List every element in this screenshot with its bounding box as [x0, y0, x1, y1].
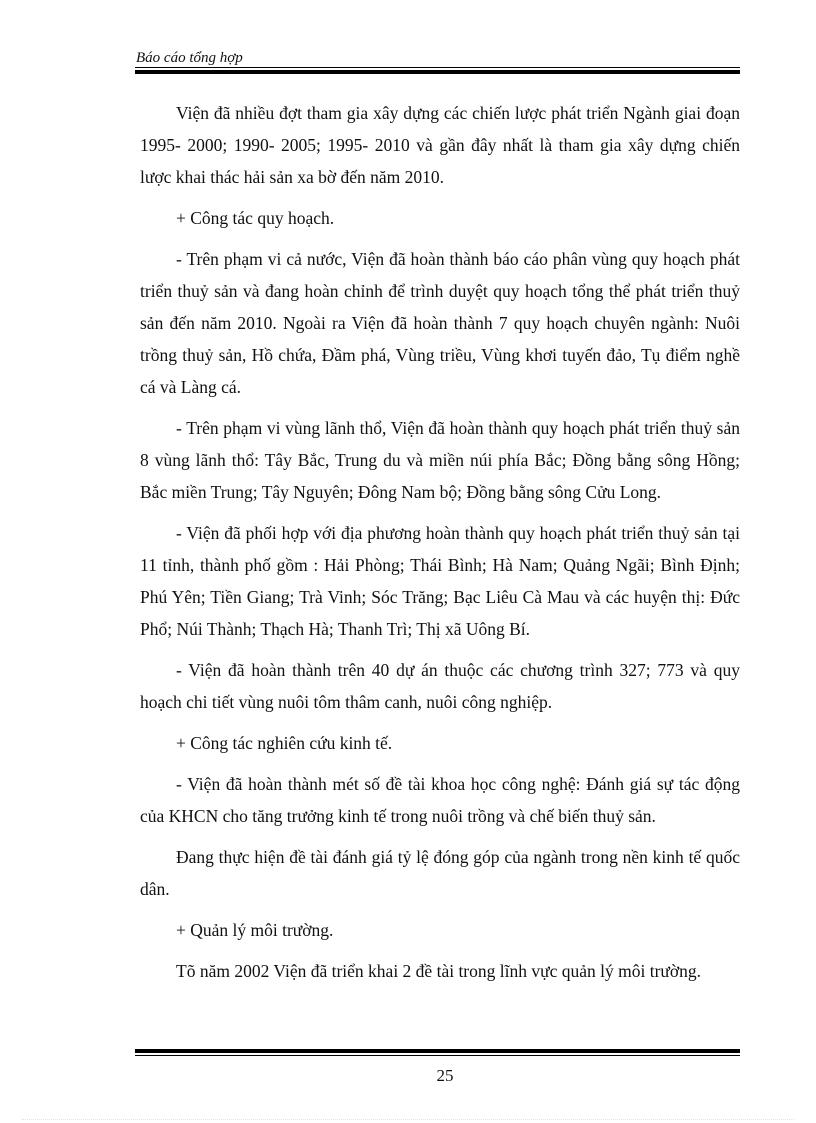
- paragraph: - Trên phạm vi cả nước, Viện đã hoàn thành báo cáo phân vùng quy hoạch phát triển thuỷ sản và đang hoàn chỉnh để trình duyệt quy hoạch tổng thể phát triển thuỷ sản đến năm 2010. Ngoài ra Viện đã hoàn thành 7 quy hoạch chuyên ngành: Nuôi trồng thuỷ sản, Hồ chứa, Đầm phá, Vùng triều, Vùng khơi tuyến đảo, Tụ điểm nghề cá và Làng cá.: [140, 249, 740, 397]
- footer-rule-thin: [135, 1055, 740, 1056]
- page-number: 25: [436, 1066, 454, 1085]
- paragraph: - Trên phạm vi vùng lãnh thổ, Viện đã hoàn thành quy hoạch phát triển thuỷ sản 8 vùng lãnh thổ: Tây Bắc, Trung du và miền núi phía Bắc; Đồng bằng sông Hồng; Bắc miền Trung; Tây Nguyên; Đông Nam bộ; Đồng bằng sông Cửu Long.: [140, 418, 740, 502]
- paragraph: + Công tác nghiên cứu kinh tế.: [176, 733, 393, 753]
- paragraph: + Quản lý môi trường.: [176, 920, 334, 940]
- header-rule-thin: [135, 67, 740, 68]
- footer-rule-thick: [135, 1049, 740, 1053]
- paragraph: Đang thực hiện đề tài đánh giá tỷ lệ đóng góp của ngành trong nền kinh tế quốc dân.: [140, 847, 740, 899]
- header-title: Báo cáo tổng hợp: [136, 50, 243, 66]
- body-text: [140, 97, 740, 996]
- paragraph: - Viện đã hoàn thành trên 40 dự án thuộc các chương trình 327; 773 và quy hoạch chi tiết vùng nuôi tôm thâm canh, nuôi công nghiệp.: [140, 660, 740, 712]
- page-border-dotted: [22, 1119, 794, 1120]
- header-rule-thick: [135, 70, 740, 74]
- paragraph: - Viện đã phối hợp với địa phương hoàn thành quy hoạch phát triển thuỷ sản tại 11 tỉnh, thành phố gồm : Hải Phòng; Thái Bình; Hà Nam; Quảng Ngãi; Bình Định; Phú Yên; Tiền Giang; Trà Vinh; Sóc Trăng; Bạc Liêu Cà Mau và các huyện thị: Đức Phổ; Núi Thành; Thạch Hà; Thanh Trì; Thị xã Uông Bí.: [140, 523, 740, 639]
- paragraph: Viện đã nhiều đợt tham gia xây dựng các chiến lược phát triển Ngành giai đoạn 1995- 2000; 1990- 2005; 1995- 2010 và gần đây nhất là tham gia xây dựng chiến lược khai thác hải sản xa bờ đến năm 2010.: [140, 103, 740, 187]
- paragraph: - Viện đã hoàn thành mét số đề tài khoa học công nghệ: Đánh giá sự tác động của KHCN cho tăng trưởng kinh tế trong nuôi trồng và chế biến thuỷ sản.: [140, 774, 740, 826]
- paragraph: Tõ năm 2002 Viện đã triển khai 2 đề tài trong lĩnh vực quản lý môi trường.: [176, 961, 702, 981]
- paragraph: + Công tác quy hoạch.: [176, 208, 335, 228]
